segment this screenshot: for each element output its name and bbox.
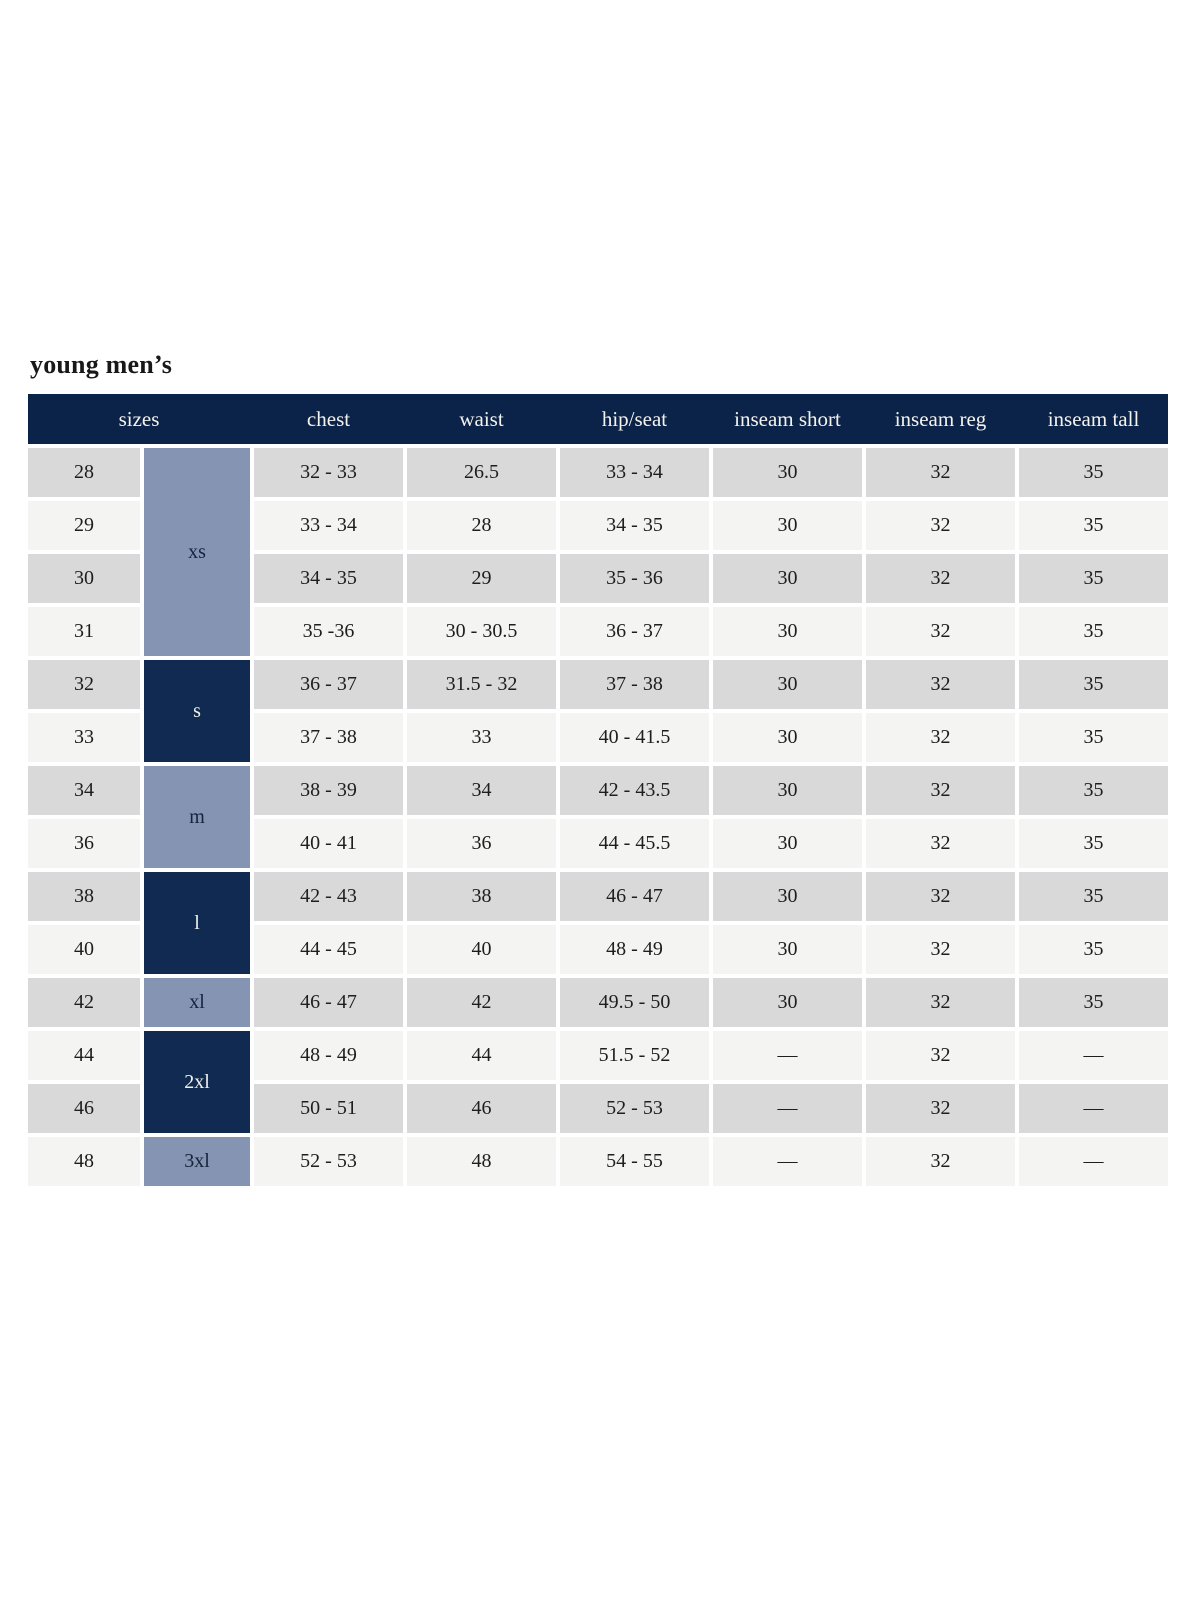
inseam-reg-cell: 32 — [866, 978, 1015, 1027]
waist-cell: 34 — [407, 766, 556, 815]
inseam-reg-cell: 32 — [866, 713, 1015, 762]
size-group-2xl: 2xl — [144, 1031, 250, 1133]
inseam-short-cell: 30 — [713, 448, 862, 497]
inseam-short-cell: 30 — [713, 819, 862, 868]
column-header-inseam-short: inseam short — [734, 406, 841, 431]
size-group-xs: xs — [144, 448, 250, 656]
size-table — [28, 394, 1170, 1186]
waist-cell: 36 — [407, 819, 556, 868]
chest-cell: 34 - 35 — [254, 554, 403, 603]
column-header-hip-seat: hip/seat — [601, 406, 668, 431]
hip-seat-cell: 33 - 34 — [560, 448, 709, 497]
chest-cell: 52 - 53 — [254, 1137, 403, 1186]
size-cell: 34 — [28, 766, 140, 815]
inseam-reg-cell: 32 — [866, 819, 1015, 868]
inseam-reg-cell: 32 — [866, 660, 1015, 709]
waist-cell: 31.5 - 32 — [407, 660, 556, 709]
inseam-tall-cell: 35 — [1019, 766, 1168, 815]
inseam-short-cell: 30 — [713, 501, 862, 550]
chest-cell: 32 - 33 — [254, 448, 403, 497]
hip-seat-cell: 51.5 - 52 — [560, 1031, 709, 1080]
inseam-short-cell: 30 — [713, 554, 862, 603]
waist-cell: 30 - 30.5 — [407, 607, 556, 656]
inseam-tall-cell: 35 — [1019, 607, 1168, 656]
chest-cell: 33 - 34 — [254, 501, 403, 550]
inseam-short-cell: 30 — [713, 925, 862, 974]
hip-seat-cell: 54 - 55 — [560, 1137, 709, 1186]
chest-cell: 42 - 43 — [254, 872, 403, 921]
waist-cell: 42 — [407, 978, 556, 1027]
inseam-reg-cell: 32 — [866, 925, 1015, 974]
hip-seat-cell: 34 - 35 — [560, 501, 709, 550]
size-group-m: m — [144, 766, 250, 868]
column-header-waist: waist — [459, 406, 504, 431]
hip-seat-cell: 46 - 47 — [560, 872, 709, 921]
inseam-short-cell: 30 — [713, 978, 862, 1027]
inseam-tall-cell: 35 — [1019, 554, 1168, 603]
size-cell: 28 — [28, 448, 140, 497]
inseam-reg-cell: 32 — [866, 872, 1015, 921]
page-title: young men’s — [30, 350, 173, 379]
size-group-l: l — [144, 872, 250, 974]
inseam-short-cell: — — [713, 1031, 862, 1080]
waist-cell: 40 — [407, 925, 556, 974]
inseam-tall-cell: 35 — [1019, 872, 1168, 921]
hip-seat-cell: 42 - 43.5 — [560, 766, 709, 815]
inseam-short-cell: — — [713, 1137, 862, 1186]
inseam-reg-cell: 32 — [866, 554, 1015, 603]
inseam-tall-cell: — — [1019, 1137, 1168, 1186]
waist-cell: 48 — [407, 1137, 556, 1186]
size-cell: 40 — [28, 925, 140, 974]
waist-cell: 26.5 — [407, 448, 556, 497]
waist-cell: 46 — [407, 1084, 556, 1133]
inseam-reg-cell: 32 — [866, 1137, 1015, 1186]
inseam-tall-cell: 35 — [1019, 925, 1168, 974]
hip-seat-cell: 37 - 38 — [560, 660, 709, 709]
chest-cell: 46 - 47 — [254, 978, 403, 1027]
size-cell: 33 — [28, 713, 140, 762]
inseam-reg-cell: 32 — [866, 448, 1015, 497]
inseam-tall-cell: 35 — [1019, 978, 1168, 1027]
inseam-short-cell: 30 — [713, 607, 862, 656]
column-header-inseam-reg: inseam reg — [894, 406, 987, 431]
chest-cell: 48 - 49 — [254, 1031, 403, 1080]
hip-seat-cell: 52 - 53 — [560, 1084, 709, 1133]
waist-cell: 29 — [407, 554, 556, 603]
size-cell: 32 — [28, 660, 140, 709]
size-cell: 38 — [28, 872, 140, 921]
size-group-s: s — [144, 660, 250, 762]
inseam-tall-cell: — — [1019, 1031, 1168, 1080]
inseam-short-cell: 30 — [713, 872, 862, 921]
hip-seat-cell: 48 - 49 — [560, 925, 709, 974]
hip-seat-cell: 40 - 41.5 — [560, 713, 709, 762]
chest-cell: 37 - 38 — [254, 713, 403, 762]
hip-seat-cell: 44 - 45.5 — [560, 819, 709, 868]
inseam-short-cell: 30 — [713, 766, 862, 815]
hip-seat-cell: 35 - 36 — [560, 554, 709, 603]
size-cell: 44 — [28, 1031, 140, 1080]
inseam-short-cell: 30 — [713, 660, 862, 709]
size-cell: 42 — [28, 978, 140, 1027]
waist-cell: 38 — [407, 872, 556, 921]
hip-seat-cell: 49.5 - 50 — [560, 978, 709, 1027]
column-header-sizes: sizes — [118, 406, 160, 431]
inseam-short-cell: — — [713, 1084, 862, 1133]
inseam-reg-cell: 32 — [866, 607, 1015, 656]
inseam-tall-cell: 35 — [1019, 660, 1168, 709]
inseam-short-cell: 30 — [713, 713, 862, 762]
size-group-3xl: 3xl — [144, 1137, 250, 1186]
chest-cell: 36 - 37 — [254, 660, 403, 709]
size-cell: 46 — [28, 1084, 140, 1133]
waist-cell: 44 — [407, 1031, 556, 1080]
inseam-tall-cell: 35 — [1019, 501, 1168, 550]
inseam-tall-cell: 35 — [1019, 819, 1168, 868]
column-header-chest: chest — [306, 406, 351, 431]
size-cell: 29 — [28, 501, 140, 550]
chest-cell: 50 - 51 — [254, 1084, 403, 1133]
waist-cell: 28 — [407, 501, 556, 550]
waist-cell: 33 — [407, 713, 556, 762]
inseam-tall-cell: — — [1019, 1084, 1168, 1133]
size-cell: 31 — [28, 607, 140, 656]
chest-cell: 40 - 41 — [254, 819, 403, 868]
size-group-xl: xl — [144, 978, 250, 1027]
size-cell: 36 — [28, 819, 140, 868]
hip-seat-cell: 36 - 37 — [560, 607, 709, 656]
inseam-reg-cell: 32 — [866, 1084, 1015, 1133]
chest-cell: 35 -36 — [254, 607, 403, 656]
chest-cell: 44 - 45 — [254, 925, 403, 974]
column-header-inseam-tall: inseam tall — [1047, 406, 1140, 431]
inseam-tall-cell: 35 — [1019, 713, 1168, 762]
size-cell: 30 — [28, 554, 140, 603]
inseam-reg-cell: 32 — [866, 1031, 1015, 1080]
chest-cell: 38 - 39 — [254, 766, 403, 815]
inseam-reg-cell: 32 — [866, 501, 1015, 550]
inseam-reg-cell: 32 — [866, 766, 1015, 815]
size-cell: 48 — [28, 1137, 140, 1186]
inseam-tall-cell: 35 — [1019, 448, 1168, 497]
